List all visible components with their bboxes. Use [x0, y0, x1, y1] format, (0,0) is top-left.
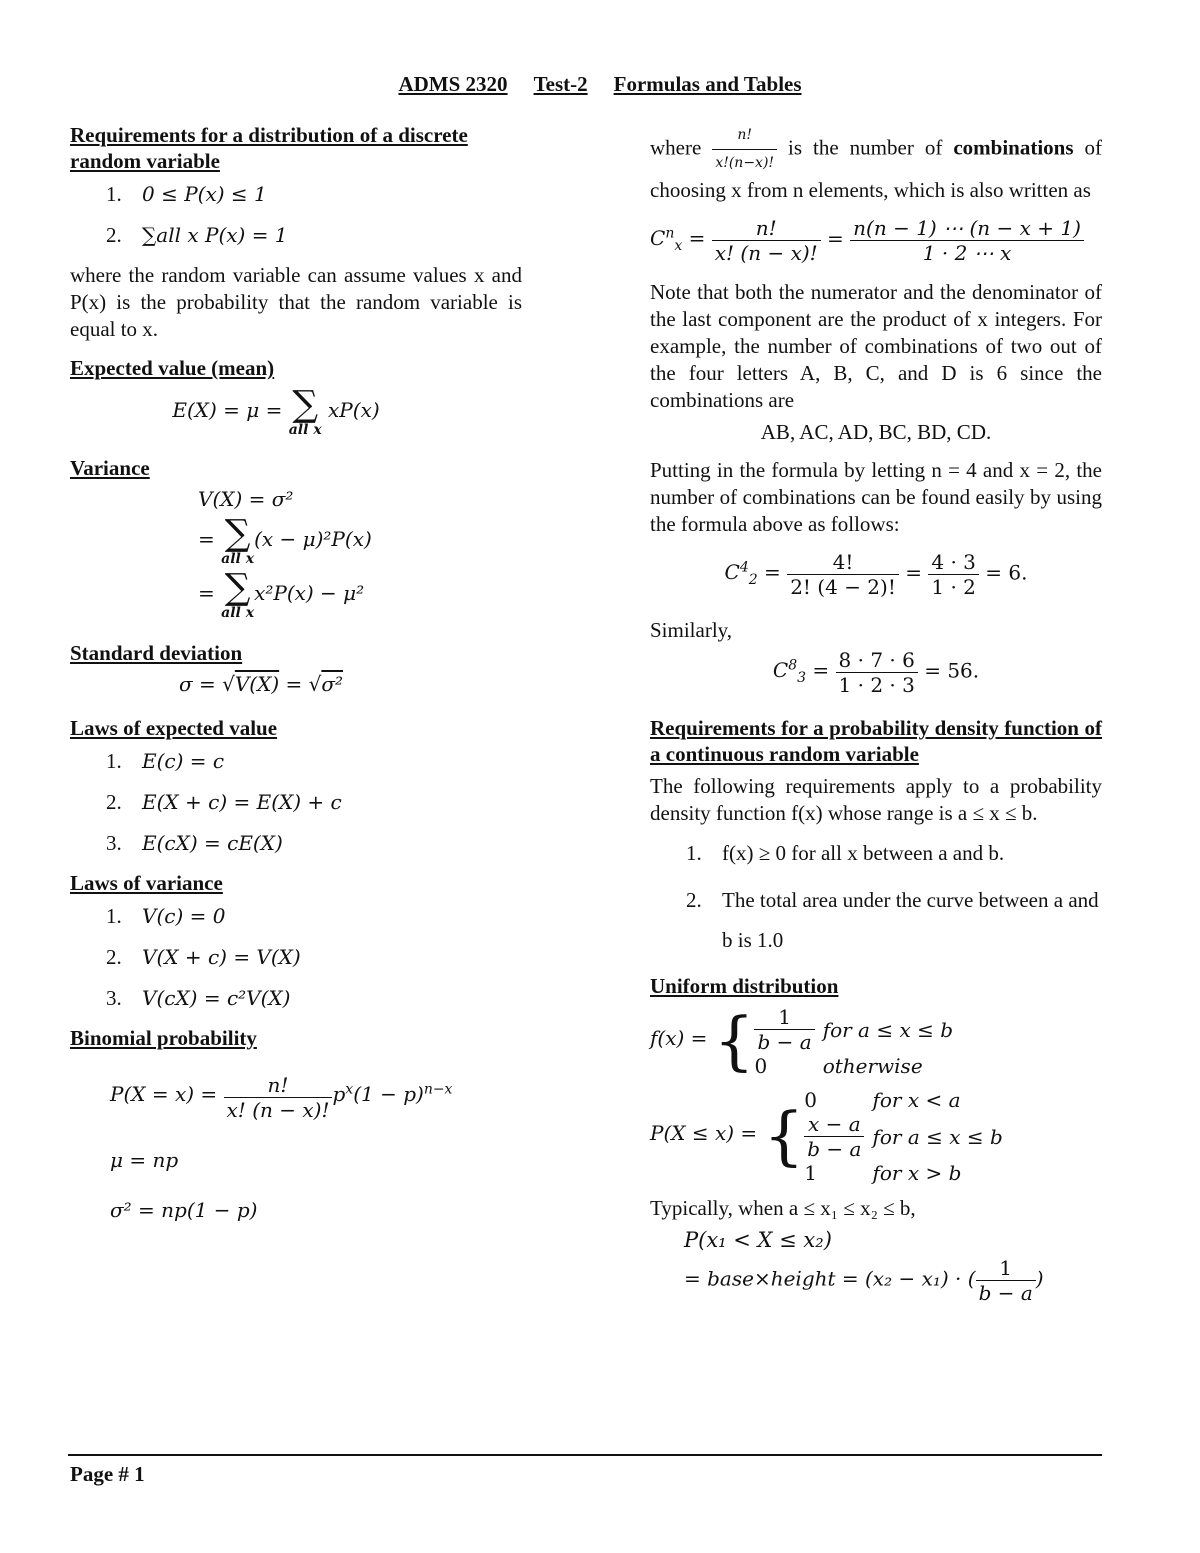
pdf-item-2: 2. The total area under the curve between a and b is 1.0 — [686, 888, 1099, 952]
title-test: Test-2 — [533, 72, 588, 96]
combinations-note: Note that both the numerator and the denominator of the last component are the product of x integers. For example, the number of combinations of two out of the four letters A, B, C, and D is 6 since the combinations are — [650, 280, 1102, 412]
laws-var-item-2: 2. V(X + c) = V(X) — [106, 945, 301, 969]
laws-ev-item-2: 2. E(X + c) = E(X) + c — [106, 790, 342, 814]
title-topic: Formulas and Tables — [613, 72, 802, 96]
page-title — [0, 72, 1200, 97]
example-c42: $C^4_2$ = $\frac{4!}{2! (4 - 2)!}$ = $\frac{4 \cdot 3}{1 \cdot 2}$ = 6. — [724, 550, 1028, 599]
expected-value-formula: E(X) = μ = ∑ all x xP(x) — [172, 384, 380, 438]
pdf-text: The following requirements apply to a probability density function f(x) whose range is a ≤ x ≤ b. — [650, 774, 1102, 825]
req-item-2: 2. ∑all x P(x) = 1 — [106, 223, 288, 247]
page-number: Page # 1 — [70, 1462, 145, 1486]
combinations-intro: where $\frac{n!}{x!(n-x)!}$ is the number of combinations of choosing x from n elements, which is also written as — [650, 122, 1102, 204]
binomial-heading: Binomial probability — [70, 1026, 257, 1050]
left-column — [70, 122, 522, 1222]
variance-formula: V(X) = σ² = ∑ all x (x − μ)²P(x) = ∑ all x x²P(x) − μ² — [198, 487, 372, 621]
footer-rule — [68, 1454, 1102, 1456]
req-item-1: 1. 0 ≤ P(x) ≤ 1 — [106, 182, 267, 206]
expected-value-heading: Expected value (mean) — [70, 356, 275, 380]
right-column — [650, 122, 1102, 1309]
pdf-item-1: 1. f(x) ≥ 0 for all x between a and b. — [686, 841, 1005, 865]
binomial-mean: μ = np — [110, 1148, 179, 1172]
laws-ev-item-1: 1. E(c) = c — [106, 749, 225, 773]
combinations-formula: $C^n_x$ = $\frac{n!}{x! (n - x)!}$ = $\frac{n(n - 1) \cdots (n - x + 1)}{1 \cdot 2 \cdots x}$ — [650, 216, 1102, 265]
req-note: where the random variable can assume values x and P(x) is the probability that the random variable is equal to x. — [70, 263, 522, 341]
uniform-probability-formula: P(x₁ < X ≤ x₂) = base×height = (x₂ − x₁) · ( $\frac{1}{b - a}$ ) — [684, 1228, 1044, 1305]
example-c83: $C^8_3$ = $\frac{8 \cdot 7 \cdot 6}{1 \cdot 2 \cdot 3}$ = 56. — [772, 648, 980, 697]
binomial-formula: P(X = x) = $\frac{n!}{x! (n - x)!}$ $p^x(1 - p)^{n-x}$ — [110, 1073, 453, 1122]
uniform-heading: Uniform distribution — [650, 974, 839, 998]
laws-ev-item-3: 3. E(cX) = cE(X) — [106, 831, 283, 855]
laws-var-heading: Laws of variance — [70, 871, 223, 895]
std-dev-formula: σ = √V(X) = √σ² — [178, 672, 344, 696]
laws-var-item-1: 1. V(c) = 0 — [106, 904, 226, 928]
laws-var-item-3: 3. V(cX) = c²V(X) — [106, 986, 291, 1010]
pdf-heading: Requirements for a probability density function of a continuous random variable — [650, 716, 1102, 766]
typically-text: Typically, when a ≤ x₁ ≤ x₂ ≤ b, — [650, 1196, 916, 1220]
uniform-cdf-formula: P(X ≤ x) = { 0 for x < a $\frac{x - a}{b - a}$ for a ≤ x ≤ b 1 for x > b — [650, 1088, 1003, 1185]
title-course: ADMS 2320 — [398, 72, 508, 96]
laws-ev-heading: Laws of expected value — [70, 716, 278, 740]
combinations-list: AB, AC, AD, BC, BD, CD. — [760, 420, 992, 444]
std-dev-heading: Standard deviation — [70, 641, 243, 665]
putting-text: Putting in the formula by letting n = 4 and x = 2, the number of combinations can be found easily by using the formula above as follows: — [650, 458, 1102, 536]
similarly-text: Similarly, — [650, 618, 733, 642]
binomial-variance: σ² = np(1 − p) — [110, 1198, 258, 1222]
req-discrete-heading: Requirements for a distribution of a discrete random variable — [70, 123, 468, 173]
uniform-pdf-formula: f(x) = { $\frac{1}{b - a}$ for a ≤ x ≤ b 0 otherwise — [650, 1004, 953, 1079]
variance-heading: Variance — [70, 456, 150, 480]
